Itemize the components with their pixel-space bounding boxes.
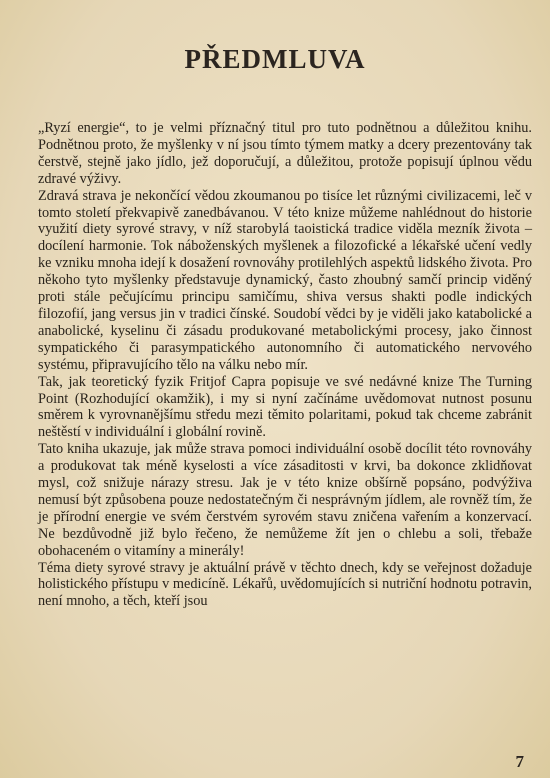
paragraph: „Ryzí energie“, to je velmi příznačný titul pro tuto podnětnou a důležitou knihu. Podnětnou proto, že myšlenky v ní jsou tímto týmem matky a dcery prezentovány tak čerstvě, stejně jako jídlo, jež doporučují, a důležitou, protože popisují úplnou vědu zdravé výživy. bbox=[38, 120, 532, 187]
paragraph: Tato kniha ukazuje, jak může strava pomoci individuální osobě docílit této rovnováhy a produkovat tak méně kyselosti a více zásaditosti v krvi, ba dokonce zklidňovat mysl, což snižuje nárazy stresu. Jak je v této knize obšírně popsáno, podvýživa nemusí být způsobena pouze nedostatečným či nesprávným jídlem, ale rovněž tím, že je přírodní energie ve svém čerstvém syrovém stavu zničena vařením a konzervací. Ne bezdůvodně již bylo řečeno, že nemůžeme žít jen o chlebu a soli, třebaže obohaceném o vitamíny a minerály! bbox=[38, 441, 532, 559]
paragraph: Téma diety syrové stravy je aktuální právě v těchto dnech, kdy se veřejnost dožaduje holistického přístupu v medicíně. Lékařů, uvědomujících si nutriční hodnotu potravin, není mnoho, a těch, kteří jsou bbox=[38, 559, 532, 610]
page-number: 7 bbox=[515, 752, 524, 771]
body-text bbox=[38, 120, 532, 610]
paragraph: Zdravá strava je nekončící vědou zkoumanou po tisíce let různými civilizacemi, leč v tomto století překvapivě zanedbávanou. V této knize můžeme nahlédnout do historie využití diety syrové stravy, v níž starobylá taoistická tradice viděla mezník života – docílení harmonie. Tok náboženských myšlenek a filozofické a lékařské učení vedly ke vzniku mnoha idejí k dosažení rovnováhy protilehlých aspektů lidského života. Pro někoho tyto myšlenky představuje dynamický, často zhoubný samčí princip viděný proti stále pečujícímu principu samičímu, shiva versus shakti podle indických filozofií, jang versus jin v tradici čínské. Soudobí vědci by je viděli jako katabolické a anabolické, kyselinu či zásadu produkované metabolickými procesy, jako činnost sympatického či parasympatického autonomního či automatického nervového systému, připravujícího tělo na válku nebo mír. bbox=[38, 187, 532, 373]
chapter-title: PŘEDMLUVA bbox=[184, 44, 366, 74]
paragraph: Tak, jak teoretický fyzik Fritjof Capra popisuje ve své nedávné knize The Turning Point (Rozhodující okamžik), i my si nyní začínáme uvědomovat nutnost posunu směrem k vyrovnanějšímu středu mezi těmito polaritami, pokud tak chceme zabránit neštěstí v individuální i globální rovině. bbox=[38, 373, 532, 441]
